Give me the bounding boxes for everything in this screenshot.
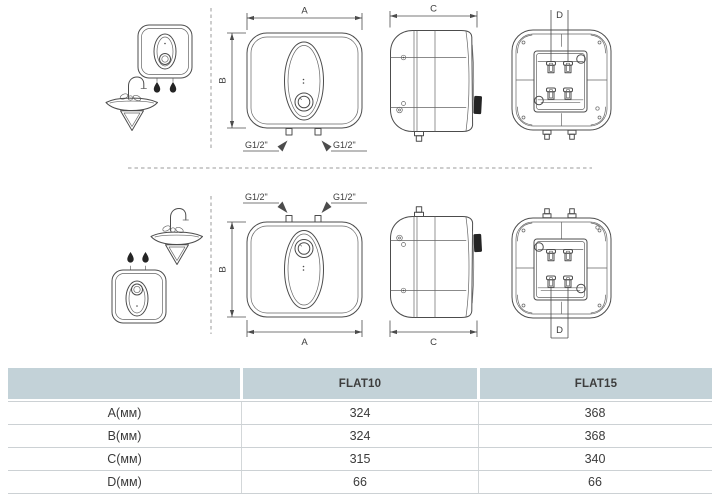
spec-table-body (8, 401, 712, 494)
front-view-over-sink (218, 6, 368, 152)
dim-label-c: C (430, 3, 437, 15)
spec-table (8, 368, 712, 495)
sink-icon (151, 209, 203, 265)
header-cell-flat15: FLAT15 (480, 368, 712, 399)
thread-callout-left (243, 140, 288, 152)
table-row-c (8, 448, 712, 471)
back-view-over-sink (512, 10, 611, 139)
row-label: C(мм) (107, 452, 142, 466)
dashed-separators (128, 5, 592, 334)
dimension-b (218, 222, 247, 317)
value-flat15: 340 (478, 448, 711, 470)
row-label: B(мм) (107, 429, 142, 443)
value-flat10: 324 (241, 402, 478, 424)
dimension-b (218, 33, 247, 128)
value-flat15: 368 (478, 425, 711, 447)
table-row-d (8, 471, 712, 494)
dim-label-b: B (217, 266, 229, 273)
value-flat10: 66 (241, 471, 478, 493)
dimension-a (247, 6, 362, 31)
back-view-under-sink (512, 209, 611, 338)
water-drop-icon (127, 252, 133, 263)
value-flat10: 315 (241, 448, 478, 470)
value-flat15: 66 (478, 471, 711, 493)
install-icon-under-sink (112, 209, 203, 324)
thread-label: G1/2" (245, 140, 268, 150)
table-row-a (8, 402, 712, 425)
spec-table-header (8, 368, 712, 399)
water-drop-icon (142, 252, 148, 263)
install-icon-over-sink (106, 25, 192, 131)
mounting-bracket (473, 96, 482, 114)
water-drop-icon (154, 82, 160, 93)
header-cell-param (8, 368, 240, 399)
water-drop-icon (170, 82, 176, 93)
dim-label-b: B (217, 77, 229, 84)
row-label: A(мм) (107, 406, 142, 420)
dimension-a (247, 320, 362, 348)
mounting-bracket (473, 234, 482, 252)
dimension-c (390, 321, 477, 349)
value-flat10: 324 (241, 425, 478, 447)
side-view-under-sink (390, 207, 482, 348)
header-cell-flat10: FLAT10 (243, 368, 477, 399)
dim-label-a: A (301, 5, 308, 17)
row-label: D(мм) (107, 475, 142, 489)
side-view-over-sink (390, 4, 482, 142)
thread-callout-right (322, 140, 368, 152)
thread-callout-right (322, 192, 368, 213)
thread-label: G1/2" (333, 140, 356, 150)
thread-label: G1/2" (245, 192, 268, 202)
dimension-d (551, 288, 568, 339)
mounting-hooks (538, 250, 583, 291)
sink-icon (106, 77, 158, 131)
value-flat15: 368 (478, 402, 711, 424)
dim-label-d: D (556, 325, 563, 336)
front-view-under-sink (218, 192, 368, 348)
dim-label-c: C (430, 337, 437, 348)
dim-label-d: D (556, 10, 563, 21)
dim-label-a: A (301, 337, 308, 348)
dimension-c (390, 4, 477, 28)
thread-label: G1/2" (333, 192, 356, 202)
mounting-hooks (538, 62, 583, 103)
table-row-b (8, 425, 712, 448)
thread-callout-left (243, 192, 288, 213)
